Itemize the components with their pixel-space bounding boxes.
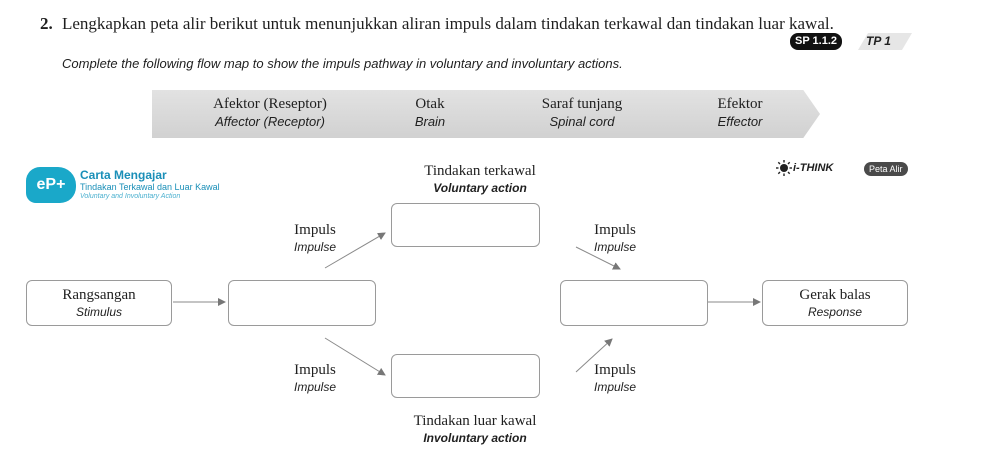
ithink-label: i-THINK — [793, 162, 834, 174]
legend-label-english: Spinal cord — [549, 114, 615, 129]
carta-subtitle: Tindakan Terkawal dan Luar Kawal — [80, 182, 220, 192]
stimulus-box — [26, 280, 172, 326]
eplus-badge-icon[interactable]: eP+ — [26, 167, 76, 203]
impulse-ms: Impuls — [594, 222, 636, 238]
impulse-label-lower-right — [580, 362, 650, 395]
question-text: Lengkapkan peta alir berikut untuk menunjukkan aliran impuls dalam tindakan terkawal dan tindakan luar kawal. — [62, 14, 834, 33]
sp-badge: SP 1.1.2 — [790, 33, 842, 50]
legend-label: Saraf tunjang — [541, 96, 623, 112]
impulse-ms: Impuls — [294, 362, 336, 378]
response-label: Gerak balas — [799, 287, 871, 303]
answer-box-affector[interactable] — [228, 280, 376, 326]
carta-title[interactable]: Carta Mengajar — [80, 168, 167, 182]
impulse-en: Impulse — [593, 380, 637, 394]
legend-label: Efektor — [717, 96, 763, 112]
answer-box-brain[interactable] — [391, 203, 540, 247]
impulse-ms: Impuls — [294, 222, 336, 238]
stimulus-label: Rangsangan — [62, 287, 136, 303]
answer-box-spinal-lower[interactable] — [391, 354, 540, 398]
peta-alir-tag: Peta Alir — [864, 162, 908, 176]
title-en: Voluntary action — [433, 181, 527, 195]
impulse-label-upper-left — [280, 222, 350, 255]
impulse-en: Impulse — [293, 240, 337, 254]
legend-label: Otak — [415, 96, 445, 112]
legend-label: Afektor (Reseptor) — [213, 96, 327, 112]
stimulus-label-english: Stimulus — [75, 305, 122, 319]
title-ms: Tindakan luar kawal — [413, 413, 537, 429]
carta-subtitle-english: Voluntary and Involuntary Action — [80, 193, 181, 200]
question-number: 2. — [40, 14, 53, 33]
tp-badge: TP 1 — [866, 34, 891, 48]
title-ms: Tindakan terkawal — [424, 163, 536, 179]
response-label-english: Response — [807, 305, 863, 319]
impulse-label-lower-left — [280, 362, 350, 395]
impulse-en: Impulse — [293, 380, 337, 394]
impulse-label-upper-right — [580, 222, 650, 255]
title-en: Involuntary action — [423, 431, 527, 445]
question-text-english: Complete the following flow map to show the impuls pathway in voluntary and involuntary actions. — [62, 56, 623, 71]
response-box — [762, 280, 908, 326]
answer-box-spinal-right[interactable] — [560, 280, 708, 326]
legend-label-english: Affector (Receptor) — [215, 114, 325, 129]
legend-label-english: Effector — [717, 114, 763, 129]
impulse-ms: Impuls — [594, 362, 636, 378]
impulse-en: Impulse — [593, 240, 637, 254]
legend-label-english: Brain — [414, 114, 446, 129]
